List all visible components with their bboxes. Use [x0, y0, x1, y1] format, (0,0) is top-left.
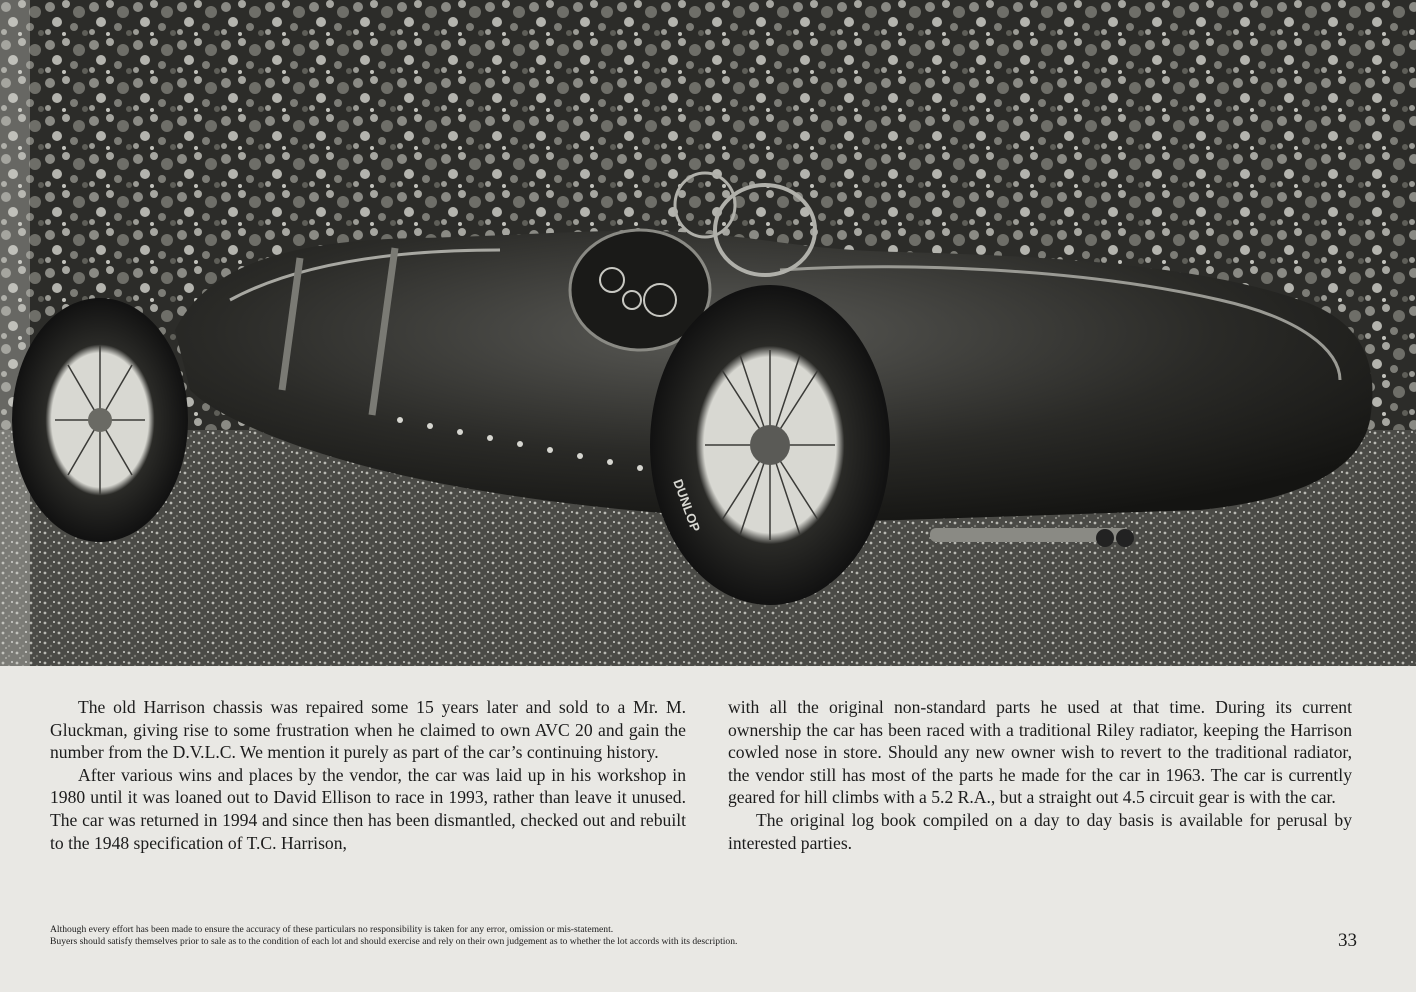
body-paragraph: The original log book compiled on a day to day basis is available for perusal by interested parties. [728, 809, 1352, 853]
disclaimer [50, 924, 950, 948]
body-paragraph: with all the original non-standard parts he used at that time. During its current ownership the car has been raced with a traditional Riley radiator, keeping the Harrison cowled nose in store. Should any new owner wish to revert to the traditional radiator, the vendor still has most of the parts he made for the car in 1963. The car is currently geared for hill climbs with a 5.2 R.A., but a straight out 4.5 circuit gear is with the car. [728, 697, 1352, 808]
body-paragraph: After various wins and places by the vendor, the car was laid up in his workshop in 1980 until it was loaned out to David Ellison to race in 1993, rather than leave it unused. The car was returned in 1994 and since then has been dismantled, checked out and rebuilt to the 1948 specification of T.C. Harrison, [50, 764, 686, 853]
page-number: 33 [1338, 930, 1357, 951]
body-text-right-column [728, 696, 1352, 854]
body-paragraph: The old Harrison chassis was repaired some 15 years later and sold to a Mr. M. Gluckman, giving rise to some frustration when he claimed to own AVC 20 and gain the number from the D.V.L.C. We mention it purely as part of the car’s continuing history. [50, 697, 686, 763]
disclaimer-line: Buyers should satisfy themselves prior to sale as to the condition of each lot and should exercise and rely on their own judgement as to whether the lot accords with its description. [50, 936, 738, 947]
tyre-brand-text: DUNLOP [670, 477, 704, 534]
body-text-left-column [50, 696, 686, 854]
disclaimer-line: Although every effort has been made to ensure the accuracy of these particulars no responsibility is taken for any error, omission or mis-statement. [50, 924, 614, 935]
